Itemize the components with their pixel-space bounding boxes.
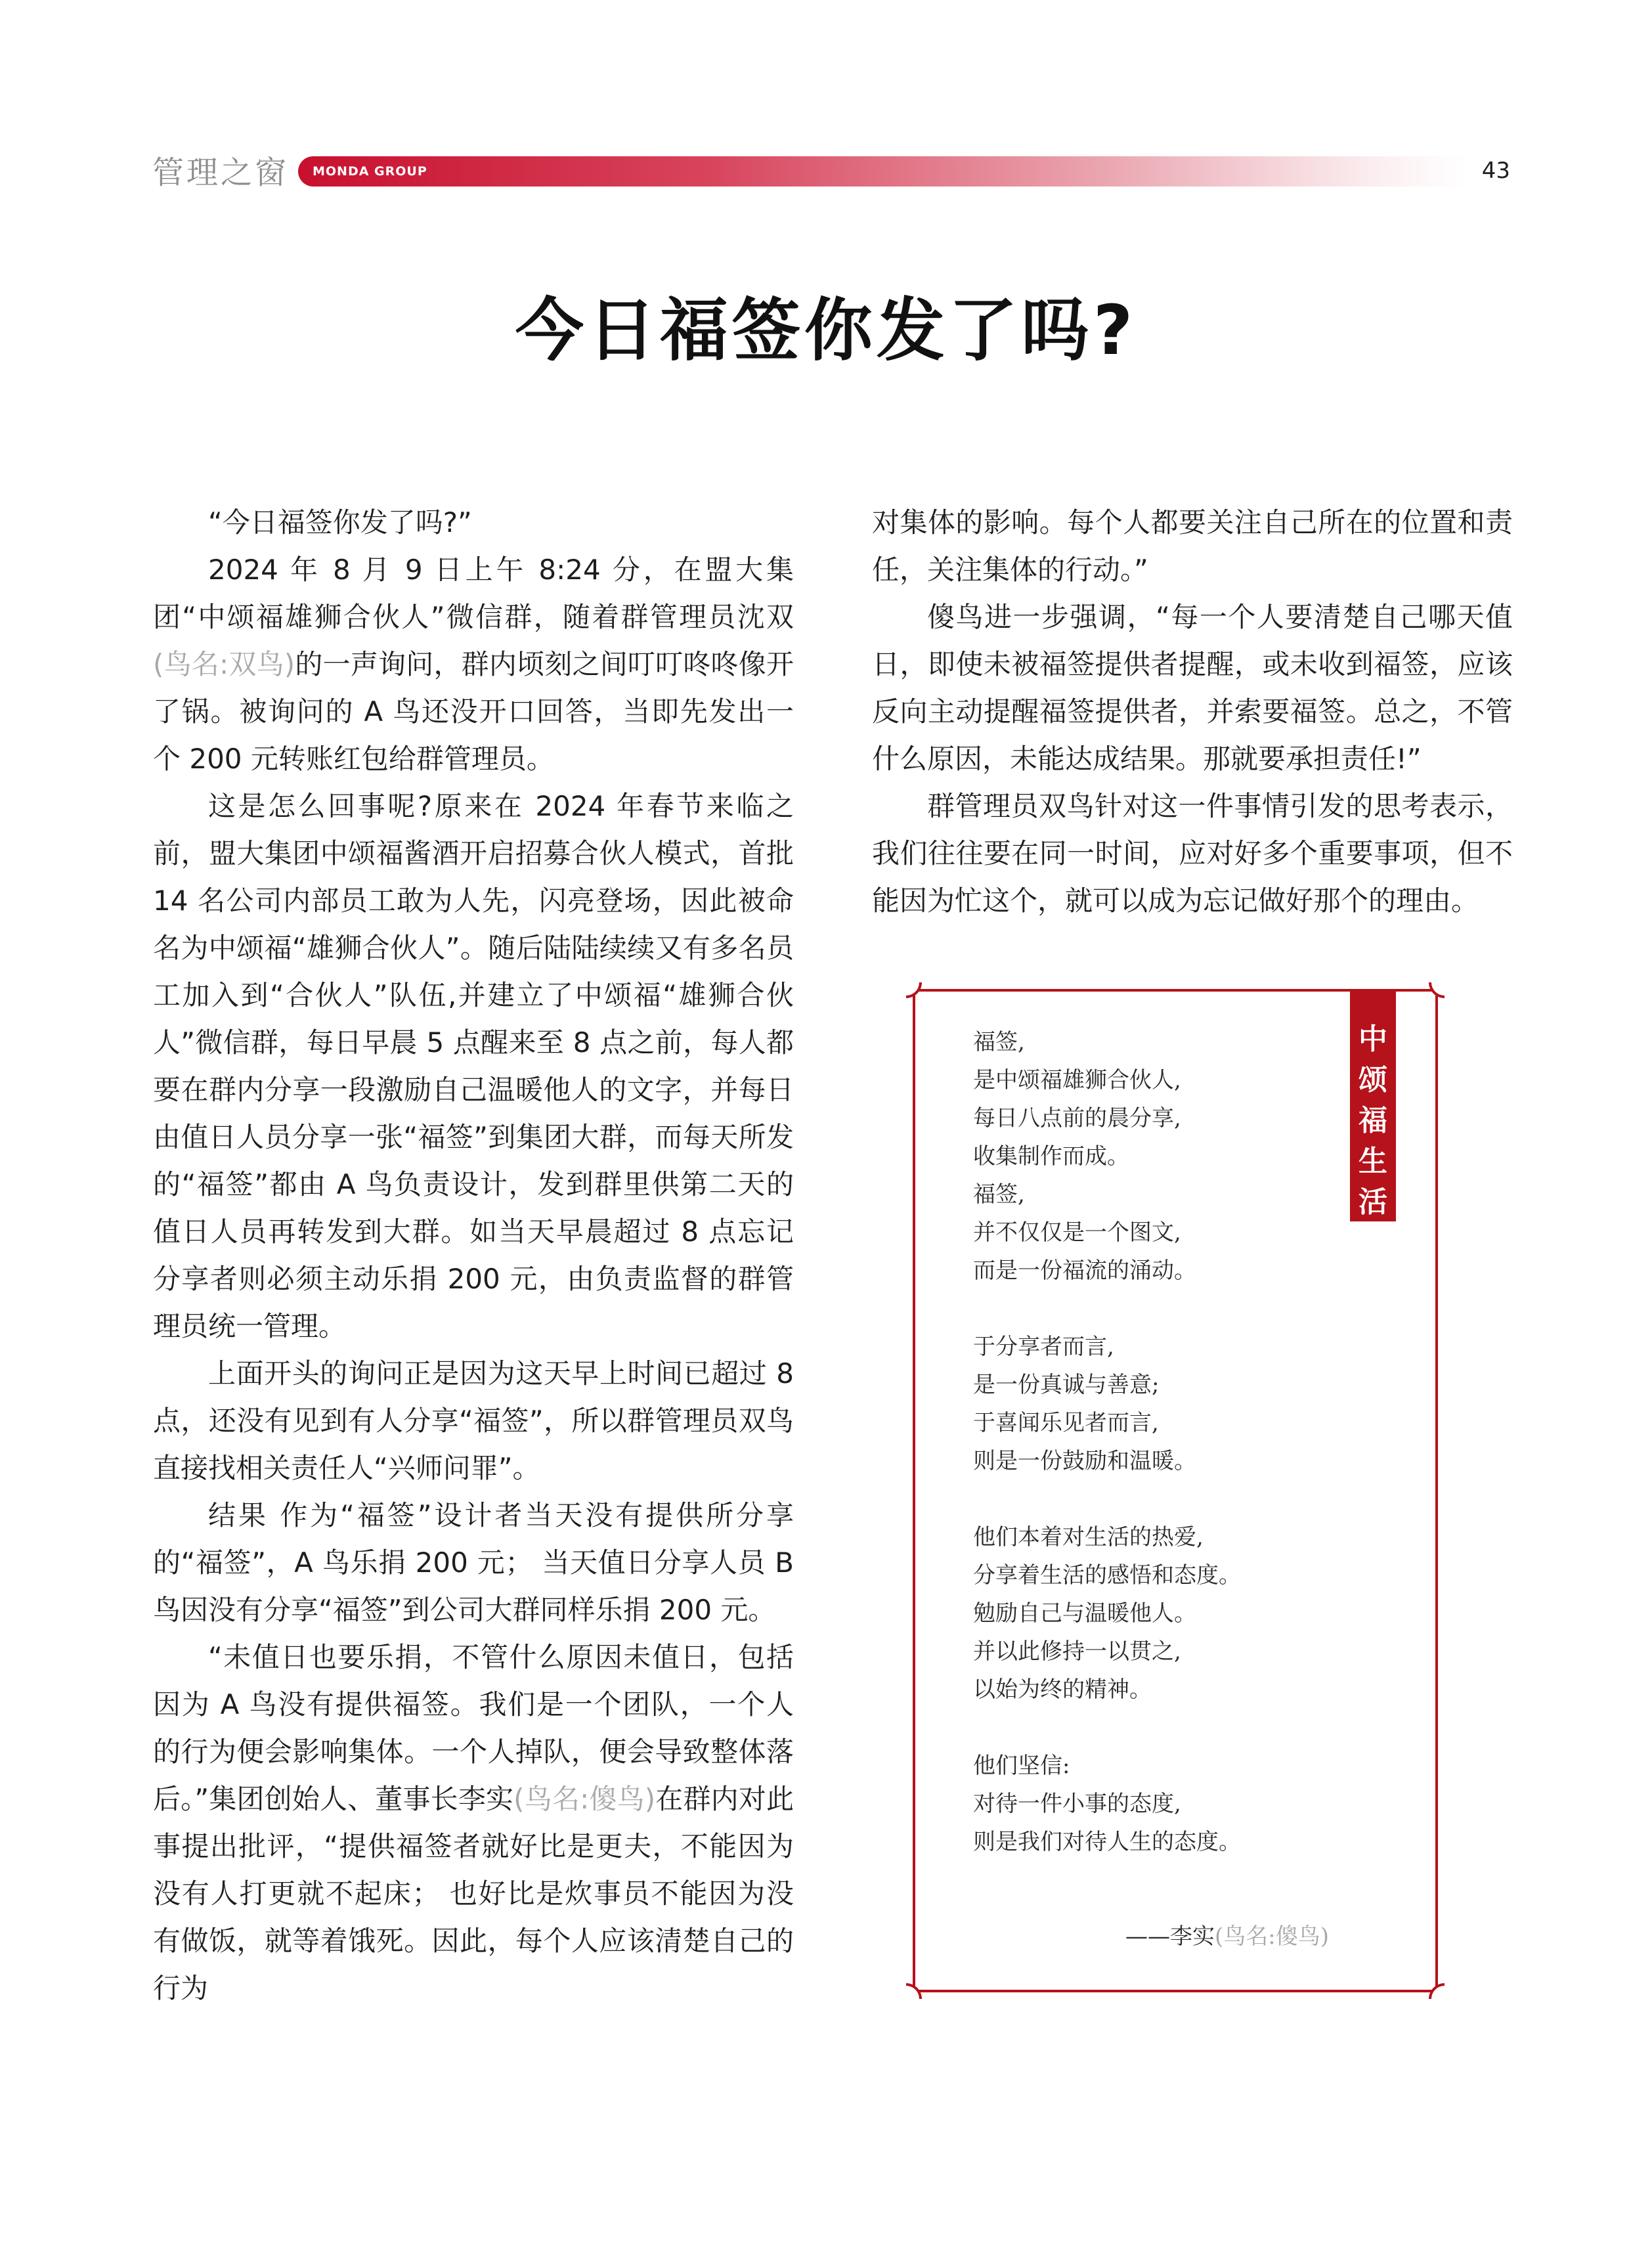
signature-name: ——李实 xyxy=(1125,1923,1215,1950)
paragraph-text: 结果 作为“福签”设计者当天没有提供所分享的“福签”，A 鸟乐捐 200 元； 当天值日分享人员 B 鸟因没有分享“福签”到公司大群同样乐捐 200 元。 xyxy=(153,1499,794,1626)
paragraph xyxy=(872,499,1513,594)
corner-ornament xyxy=(906,982,922,998)
poem-line: 并不仅仅是一个图文, xyxy=(973,1219,1181,1246)
page-number: 43 xyxy=(1481,158,1510,184)
bird-name-aside: (鸟名:双鸟) xyxy=(153,648,295,680)
tab-character: 中 xyxy=(1359,1022,1387,1056)
poem-line: 于分享者而言, xyxy=(973,1334,1114,1360)
paragraph xyxy=(153,1350,794,1492)
paragraph-text: 这是怎么回事呢?原来在 2024 年春节来临之前，盟大集团中颂福酱酒开启招募合伙人模式，首批 14 名公司内部员工敢为人先，闪亮登场，因此被命名为中颂福“雄狮合伙人”。随后陆陆续续又有多名员工加入到“合伙人”队伍,并建立了中颂福“雄狮合伙人”微信群，每日早晨 5 点醒来至 8 点之前，每人都要在群内分享一段激励自己温暖他人的文字，并每日由值日人员分享一张“福签”到集团大群，而每天所发的“福签”都由 A 鸟负责设计，发到群里供第二天的值日人员再转发到大群。如当天早晨超过 8 点忘记分享者则必须主动乐捐 200 元，由负责监督的群管理员统一管理。 xyxy=(153,790,794,1342)
paragraph-text: 在群内对此事提出批评，“提供福签者就好比是更夫，不能因为没有人打更就不起床； 也好比是炊事员不能因为没有做饭，就等着饿死。因此，每个人应该清楚自己的行为 xyxy=(153,1783,794,2004)
poem-line: 以始为终的精神。 xyxy=(973,1676,1152,1703)
paragraph xyxy=(872,594,1513,783)
poem-line: 福签, xyxy=(973,1029,1025,1055)
poem-line: 每日八点前的晨分享, xyxy=(973,1105,1181,1131)
paragraph-text: “未值日也要乐捐，不管什么原因未值日，包括因为 A 鸟没有提供福签。我们是一个团队，一个人的行为便会影响集体。一个人掉队，便会导致整体落后。”集团创始人、董事长李实 xyxy=(153,1641,794,1815)
poem-line: 而是一份福流的涌动。 xyxy=(973,1258,1196,1284)
poem-line: 并以此修持一以贯之, xyxy=(973,1638,1181,1665)
poem-line: 是一份真诚与善意; xyxy=(973,1372,1160,1398)
poem-line: 是中颂福雄狮合伙人, xyxy=(973,1067,1181,1093)
corner-ornament xyxy=(1429,982,1445,998)
section-name: 管理之窗 xyxy=(152,154,290,191)
poem-line: 收集制作而成。 xyxy=(973,1143,1129,1170)
signature-aside: (鸟名:傻鸟) xyxy=(1215,1923,1329,1950)
paragraph-text: 上面开头的询问正是因为这天早上时间已超过 8 点，还没有见到有人分享“福签”，所以群管理员双鸟直接找相关责任人“兴师问罪”。 xyxy=(153,1357,794,1484)
paragraph-text: 的一声询问，群内顷刻之间叮叮咚咚像开了锅。被询问的 A 鸟还没开口回答，当即先发出一个 200 元转账红包给群管理员。 xyxy=(153,648,794,775)
bird-name-aside: (鸟名:傻鸟) xyxy=(513,1783,656,1815)
poem-line: 勉励自己与温暖他人。 xyxy=(973,1600,1196,1627)
group-label: MONDA GROUP xyxy=(313,164,427,179)
paragraph xyxy=(153,546,794,783)
poem-stanza xyxy=(973,1518,1341,1709)
corner-ornament xyxy=(1429,1983,1445,1999)
header-bar xyxy=(298,156,1467,186)
left-column xyxy=(153,499,794,2012)
article-title: 今日福签你发了吗? xyxy=(515,290,1137,370)
paragraph-text: “今日福签你发了吗?” xyxy=(208,506,472,538)
corner-ornament xyxy=(906,1983,922,1999)
column-tab xyxy=(1350,992,1396,1221)
poem-line: 则是一份鼓励和温暖。 xyxy=(973,1448,1196,1474)
tab-character: 活 xyxy=(1359,1185,1387,1219)
poem-line: 福签, xyxy=(973,1181,1025,1208)
poem-line: 他们本着对生活的热爱, xyxy=(973,1524,1204,1550)
paragraph xyxy=(153,499,794,546)
tab-character: 颂 xyxy=(1359,1063,1387,1097)
paragraph-text: 群管理员双鸟针对这一件事情引发的思考表示，我们往往要在同一时间，应对好多个重要事项，但不能因为忙这个，就可以成为忘记做好那个的理由。 xyxy=(872,790,1513,917)
paragraph xyxy=(872,783,1513,925)
paragraph-text: 对集体的影响。每个人都要关注自己所在的位置和责任，关注集体的行动。” xyxy=(872,506,1513,586)
poem-stanza xyxy=(973,1747,1341,1861)
poem-line: 他们坚信: xyxy=(973,1753,1070,1779)
poem-box xyxy=(913,989,1438,1992)
paragraph xyxy=(153,783,794,1350)
paragraph xyxy=(153,1492,794,1634)
tab-character: 生 xyxy=(1359,1145,1387,1178)
poem-line: 分享着生活的感悟和态度。 xyxy=(973,1562,1241,1589)
poem-line: 对待一件小事的态度, xyxy=(973,1791,1181,1817)
poem-line: 则是我们对待人生的态度。 xyxy=(973,1829,1241,1855)
signature xyxy=(1125,1917,1329,1956)
paragraph-text: 傻鸟进一步强调，“每一个人要清楚自己哪天值日，即使未被福签提供者提醒，或未收到福签，应该反向主动提醒福签提供者，并索要福签。总之，不管什么原因，未能达成结果。那就要承担责任!” xyxy=(872,601,1513,775)
poem-stanza xyxy=(973,1328,1341,1480)
paragraph-text: 2024 年 8 月 9 日上午 8:24 分，在盟大集团“中颂福雄狮合伙人”微信群，随着群管理员沈双 xyxy=(153,554,794,633)
paragraph xyxy=(153,1634,794,2012)
right-column xyxy=(872,499,1513,925)
poem-stanza xyxy=(973,1023,1341,1290)
poem xyxy=(973,1023,1341,1899)
poem-line: 于喜闻乐见者而言, xyxy=(973,1410,1159,1436)
tab-character: 福 xyxy=(1359,1104,1387,1137)
